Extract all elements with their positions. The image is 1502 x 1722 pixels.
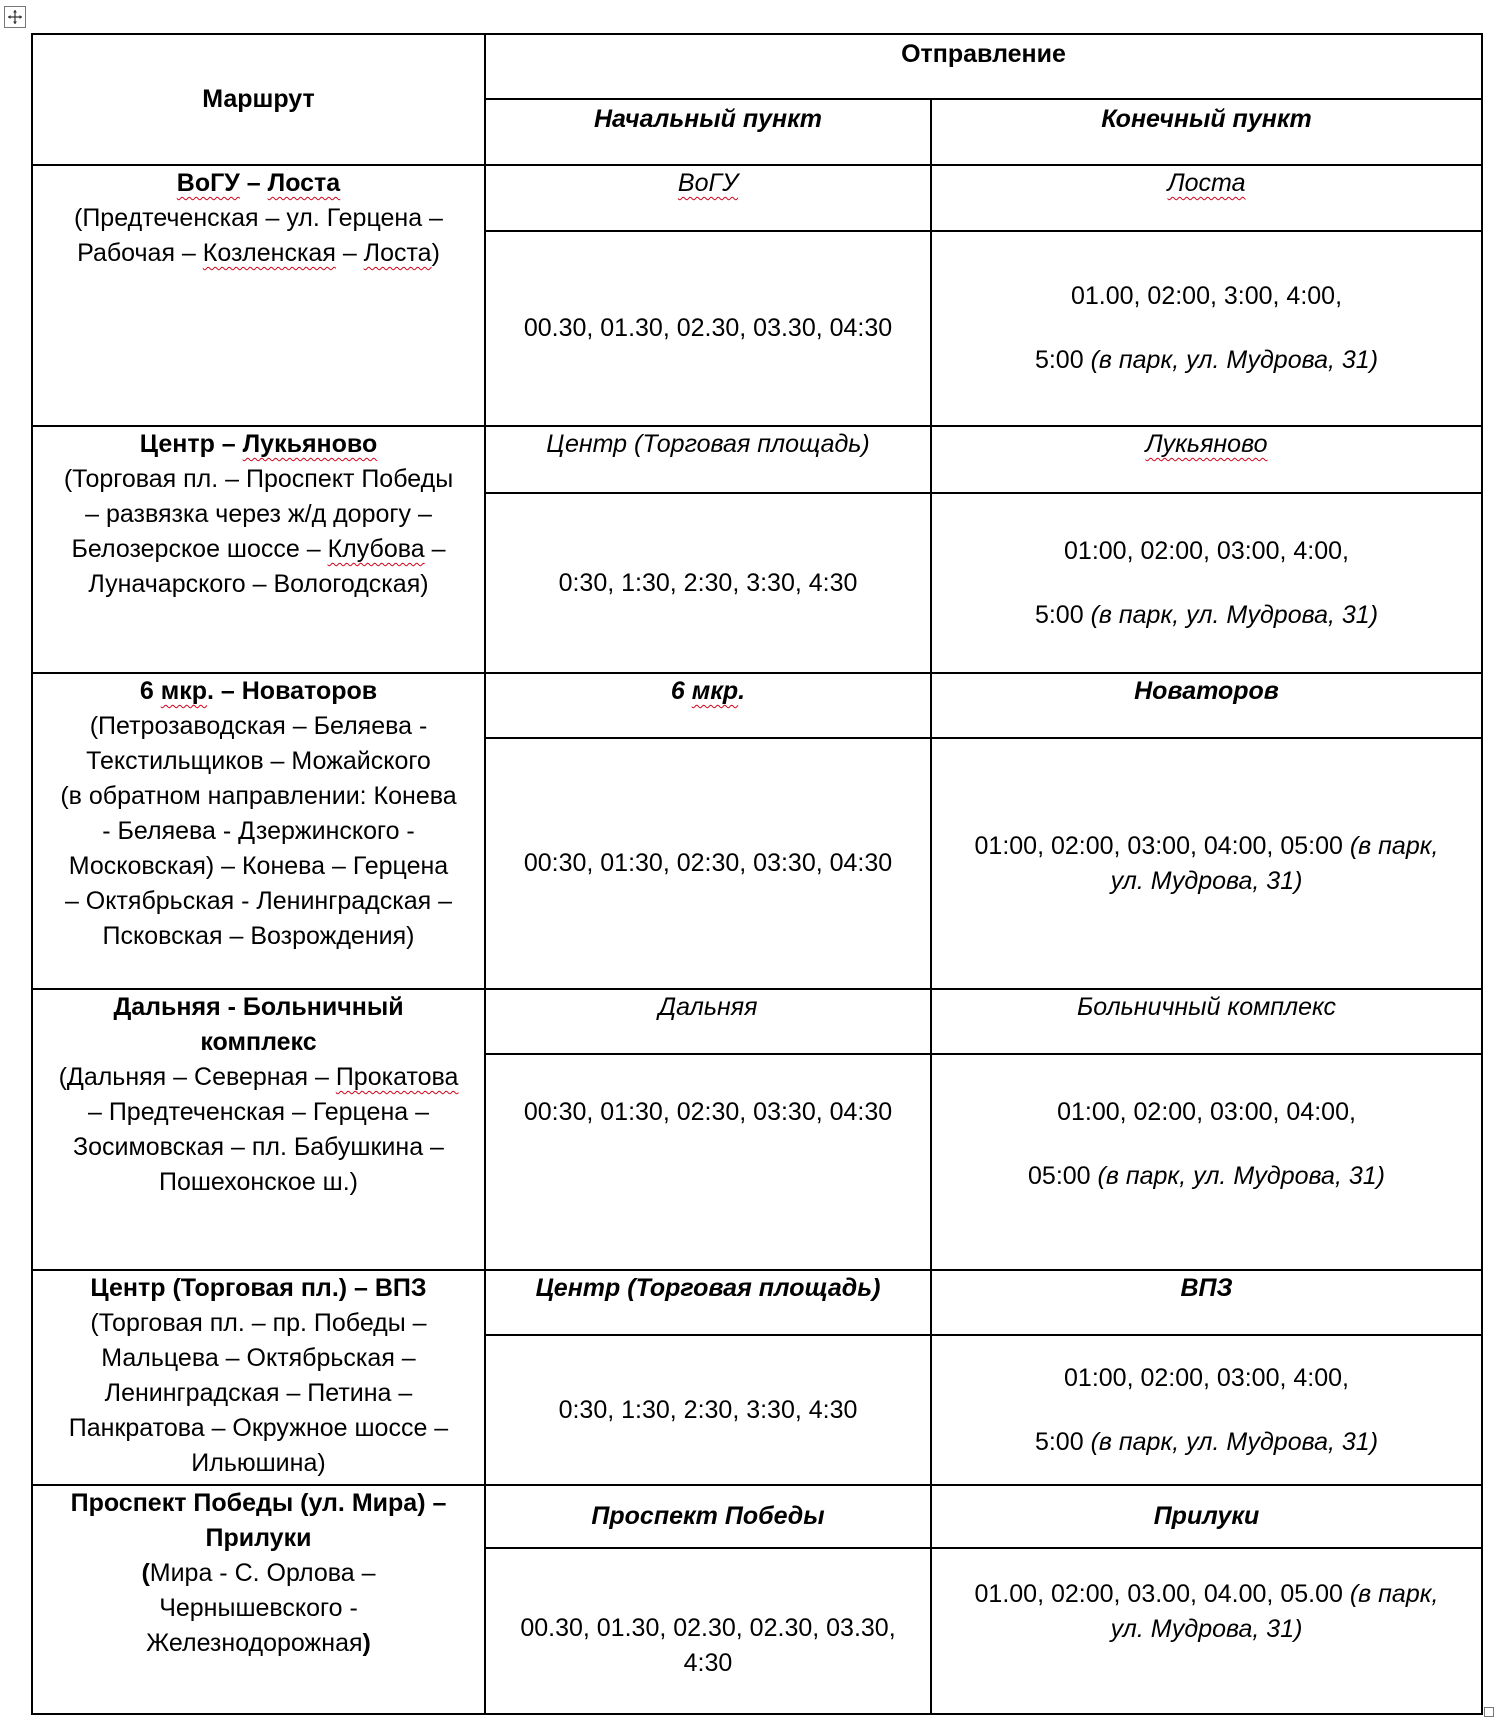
start-point-cell: Центр (Торговая площадь) [485, 426, 931, 493]
start-times-cell: 00.30, 01.30, 02.30, 02.30, 03.30, 4:30 [485, 1548, 931, 1714]
route-cell: Центр – Лукьяново (Торговая пл. – Проспект Победы – развязка через ж/д дорогу – Белозерское шоссе – Клубова – Луначарского – Вологодская) [32, 426, 485, 673]
start-times-cell: 0:30, 1:30, 2:30, 3:30, 4:30 [485, 493, 931, 673]
end-times-cell: 01.00, 02:00, 03.00, 04.00, 05.00 (в парк, ул. Мудрова, 31) [931, 1548, 1482, 1714]
route-cell: ВоГУ – Лоста (Предтеченская – ул. Герцена – Рабочая – Козленская – Лоста) [32, 165, 485, 426]
end-point-cell: ВПЗ [931, 1270, 1482, 1335]
end-point-cell: Лоста [931, 165, 1482, 231]
table-row [32, 426, 1482, 493]
start-point-cell: Центр (Торговая площадь) [485, 1270, 931, 1335]
table-row [32, 673, 1482, 738]
header-route: Маршрут [32, 34, 485, 165]
end-times-cell: 01:00, 02:00, 03:00, 04:00, 05:00 (в парк, ул. Мудрова, 31) [931, 738, 1482, 989]
end-times-cell: 01:00, 02:00, 03:00, 4:00, 5:00 (в парк, ул. Мудрова, 31) [931, 1335, 1482, 1485]
start-point-cell: ВоГУ [485, 165, 931, 231]
route-cell: Дальняя - Больничный комплекс (Дальняя – Северная – Прокатова – Предтеченская – Герцена – Зосимовская – пл. Бабушкина – Пошехонское ш.) [32, 989, 485, 1270]
move-arrows-icon [7, 9, 23, 25]
table-row [32, 1485, 1482, 1548]
header-end-point: Конечный пункт [931, 99, 1482, 165]
table-row [32, 989, 1482, 1054]
header-start-point: Начальный пункт [485, 99, 931, 165]
start-times-cell: 00:30, 01:30, 02:30, 03:30, 04:30 [485, 1054, 931, 1270]
schedule-table [31, 33, 1483, 1715]
end-point-cell: Прилуки [931, 1485, 1482, 1548]
end-point-cell: Новаторов [931, 673, 1482, 738]
route-cell: Проспект Победы (ул. Мира) – Прилуки (Мира - С. Орлова – Чернышевского - Железнодорожная) [32, 1485, 485, 1714]
end-times-cell: 01:00, 02:00, 03:00, 04:00, 05:00 (в парк, ул. Мудрова, 31) [931, 1054, 1482, 1270]
table-row [32, 1270, 1482, 1335]
table-resize-handle[interactable] [1484, 1707, 1494, 1717]
start-times-cell: 0:30, 1:30, 2:30, 3:30, 4:30 [485, 1335, 931, 1485]
end-point-cell: Лукьяново [931, 426, 1482, 493]
end-times-cell: 01.00, 02:00, 3:00, 4:00, 5:00 (в парк, ул. Мудрова, 31) [931, 231, 1482, 426]
header-departure: Отправление [485, 34, 1482, 99]
end-point-cell: Больничный комплекс [931, 989, 1482, 1054]
route-cell: Центр (Торговая пл.) – ВПЗ (Торговая пл. – пр. Победы – Мальцева – Октябрьская – Ленинградская – Петина – Панкратова – Окружное шоссе – Ильюшина) [32, 1270, 485, 1485]
table-row [32, 165, 1482, 231]
start-times-cell: 00.30, 01.30, 02.30, 03.30, 04:30 [485, 231, 931, 426]
start-point-cell: Проспект Победы [485, 1485, 931, 1548]
start-times-cell: 00:30, 01:30, 02:30, 03:30, 04:30 [485, 738, 931, 989]
start-point-cell: 6 мкр. [485, 673, 931, 738]
header-row [32, 34, 1482, 99]
route-cell: 6 мкр. – Новаторов (Петрозаводская – Беляева - Текстильщиков – Можайского (в обратном направлении: Конева - Беляева - Дзержинского - Московская) – Конева – Герцена – Октябрьская - Ленинградская – Псковская – Возрождения) [32, 673, 485, 989]
end-times-cell: 01:00, 02:00, 03:00, 4:00, 5:00 (в парк, ул. Мудрова, 31) [931, 493, 1482, 673]
start-point-cell: Дальняя [485, 989, 931, 1054]
table-move-handle[interactable] [4, 6, 26, 28]
